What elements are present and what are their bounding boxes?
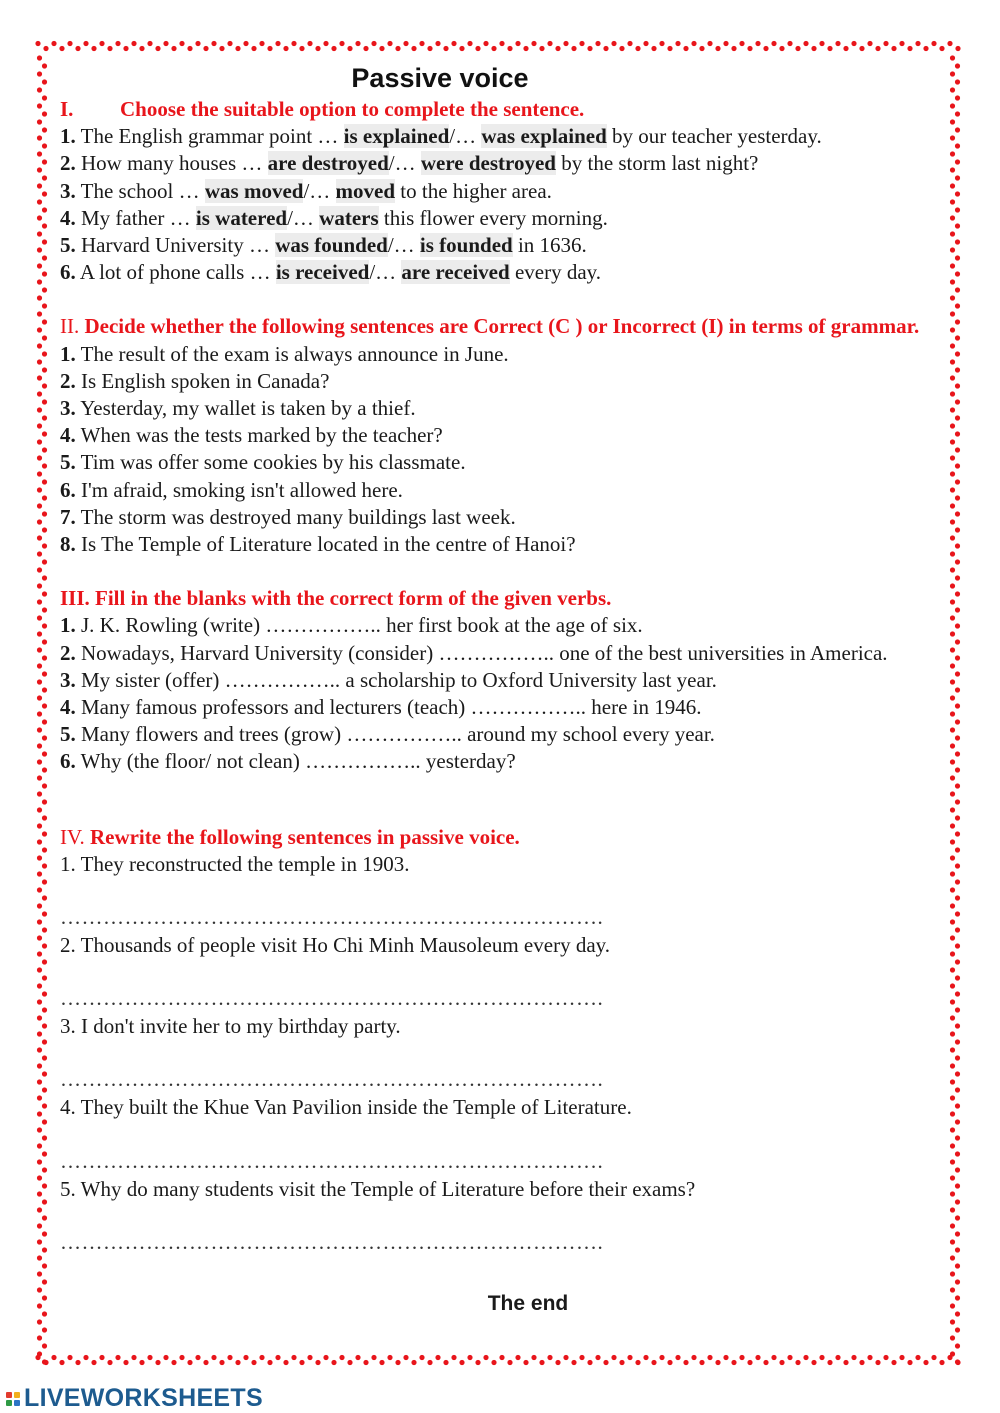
question-item: 4. They built the Khue Van Pavilion inside the Temple of Literature. [60,1095,632,1120]
question-item: 1. They reconstructed the temple in 1903. [60,851,410,876]
section-3-list [60,612,940,775]
question-number: 1. [60,613,76,638]
question-text: Is The Temple of Literature located in the centre of Hanoi? [75,532,576,557]
option-a[interactable]: is received [275,260,370,285]
section-1-heading [60,96,940,123]
question-item [60,123,940,150]
option-a[interactable]: are destroyed [267,151,389,176]
question-item [60,477,940,504]
question-text: The storm was destroyed many buildings last week. [75,504,516,529]
question-text-end: this flower every morning. [378,205,608,230]
question-item: 3. I don't invite her to my birthday party. [60,1014,401,1039]
question-text: Tim was offer some cookies by his classmate. [75,450,466,475]
question-number: 4. [60,695,76,720]
question-number: 2. [60,640,76,665]
option-b[interactable]: was explained [481,124,607,149]
answer-line[interactable]: …………………………………………………………………. [60,1229,604,1254]
question-number: 7. [60,504,76,529]
section-4-number: IV. [60,824,85,849]
question-text: Is English spoken in Canada? [75,368,330,393]
question-number: 3. [60,667,76,692]
question-item: 5. Why do many students visit the Temple of Literature before their exams? [60,1176,696,1201]
section-4-heading [60,824,940,851]
question-text: Harvard University … [75,233,276,258]
question-number: 6. [60,749,76,774]
section-2-list [60,341,940,559]
question-item [60,721,940,748]
question-item: 2. Thousands of people visit Ho Chi Minh Mausoleum every day. [60,933,611,958]
question-text: A lot of phone calls … [75,260,276,285]
page-title: Passive voice [351,63,529,93]
question-text: I'm afraid, smoking isn't allowed here. [75,477,403,502]
question-text: The school … [75,178,205,203]
section-1-number: I. [60,97,74,121]
option-separator: /… [303,178,336,203]
question-text-end: by the storm last night? [555,151,759,176]
question-item [60,449,940,476]
question-text: Many flowers and trees (grow) …………….. around my school every year. [75,722,715,747]
question-text: The English grammar point … [75,124,344,149]
option-separator: /… [369,260,402,285]
question-number: 8. [60,532,76,557]
question-item [60,341,940,368]
question-text: When was the tests marked by the teacher? [75,423,443,448]
section-1-title: Choose the suitable option to complete the sentence. [120,97,585,121]
logo-text: LIVEWORKSHEETS [24,1384,263,1412]
liveworksheets-logo [6,1384,263,1413]
section-4-title: Rewrite the following sentences in passive voice. [89,824,520,849]
question-item [60,612,940,639]
question-text: J. K. Rowling (write) …………….. her first book at the age of six. [75,613,643,638]
option-a[interactable]: is watered [195,205,288,230]
section-2-title: Decide whether the following sentences are Correct (C ) or Incorrect (I) in terms of grammar. [84,314,920,339]
the-end-label: The end [487,1292,569,1315]
question-number: 2. [60,368,76,393]
answer-line[interactable]: …………………………………………………………………. [60,905,604,930]
question-text: The result of the exam is always announce in June. [75,341,509,366]
question-number: 5. [60,450,76,475]
question-item [60,150,940,177]
section-4-list [60,851,940,1256]
option-b[interactable]: are received [401,260,510,285]
question-item [60,640,940,667]
question-number: 5. [60,722,76,747]
option-separator: /… [388,151,421,176]
section-3-heading: III. Fill in the blanks with the correct form of the given verbs. [60,586,612,611]
question-text: Nowadays, Harvard University (consider) …………….. one of the best universities in America. [75,640,888,665]
question-item [60,368,940,395]
question-item [60,667,940,694]
question-text: How many houses … [75,151,268,176]
question-number: 2. [60,151,76,176]
answer-line[interactable]: …………………………………………………………………. [60,986,604,1011]
worksheet [60,60,940,1257]
option-a[interactable]: is explained [343,124,450,149]
question-number: 6. [60,477,76,502]
question-item [60,259,940,286]
option-b[interactable]: is founded [419,233,513,258]
question-text: My sister (offer) …………….. a scholarship to Oxford University last year. [75,667,717,692]
question-text-end: in 1636. [512,233,587,258]
question-item [60,531,940,558]
section-2-heading [60,313,940,340]
logo-squares-icon [6,1392,20,1406]
answer-line[interactable]: …………………………………………………………………. [60,1148,604,1173]
question-text-end: every day. [509,260,602,285]
question-text: Yesterday, my wallet is taken by a thief. [75,396,416,421]
answer-line[interactable]: …………………………………………………………………. [60,1067,604,1092]
option-separator: /… [387,233,420,258]
question-item [60,395,940,422]
option-b[interactable]: moved [335,178,396,203]
question-number: 3. [60,178,76,203]
option-a[interactable]: was moved [204,178,304,203]
question-text: My father … [75,205,196,230]
question-number: 1. [60,341,76,366]
section-2-number: II. [60,314,80,339]
question-item [60,504,940,531]
question-number: 1. [60,124,76,149]
question-number: 4. [60,205,76,230]
question-text: Many famous professors and lecturers (teach) …………….. here in 1946. [75,695,702,720]
question-item [60,422,940,449]
question-text-end: to the higher area. [395,178,552,203]
option-separator: /… [287,205,320,230]
question-item [60,232,940,259]
question-number: 6. [60,260,76,285]
question-text-end: by our teacher yesterday. [606,124,822,149]
option-a[interactable]: was founded [275,233,388,258]
option-b[interactable]: waters [319,205,379,230]
option-b[interactable]: were destroyed [420,151,556,176]
question-item [60,748,940,775]
section-1-list [60,123,940,286]
question-item [60,205,940,232]
question-item [60,694,940,721]
question-number: 3. [60,396,76,421]
question-number: 4. [60,423,76,448]
question-text: Why (the floor/ not clean) …………….. yesterday? [75,749,516,774]
question-item [60,178,940,205]
option-separator: /… [449,124,482,149]
question-number: 5. [60,233,76,258]
